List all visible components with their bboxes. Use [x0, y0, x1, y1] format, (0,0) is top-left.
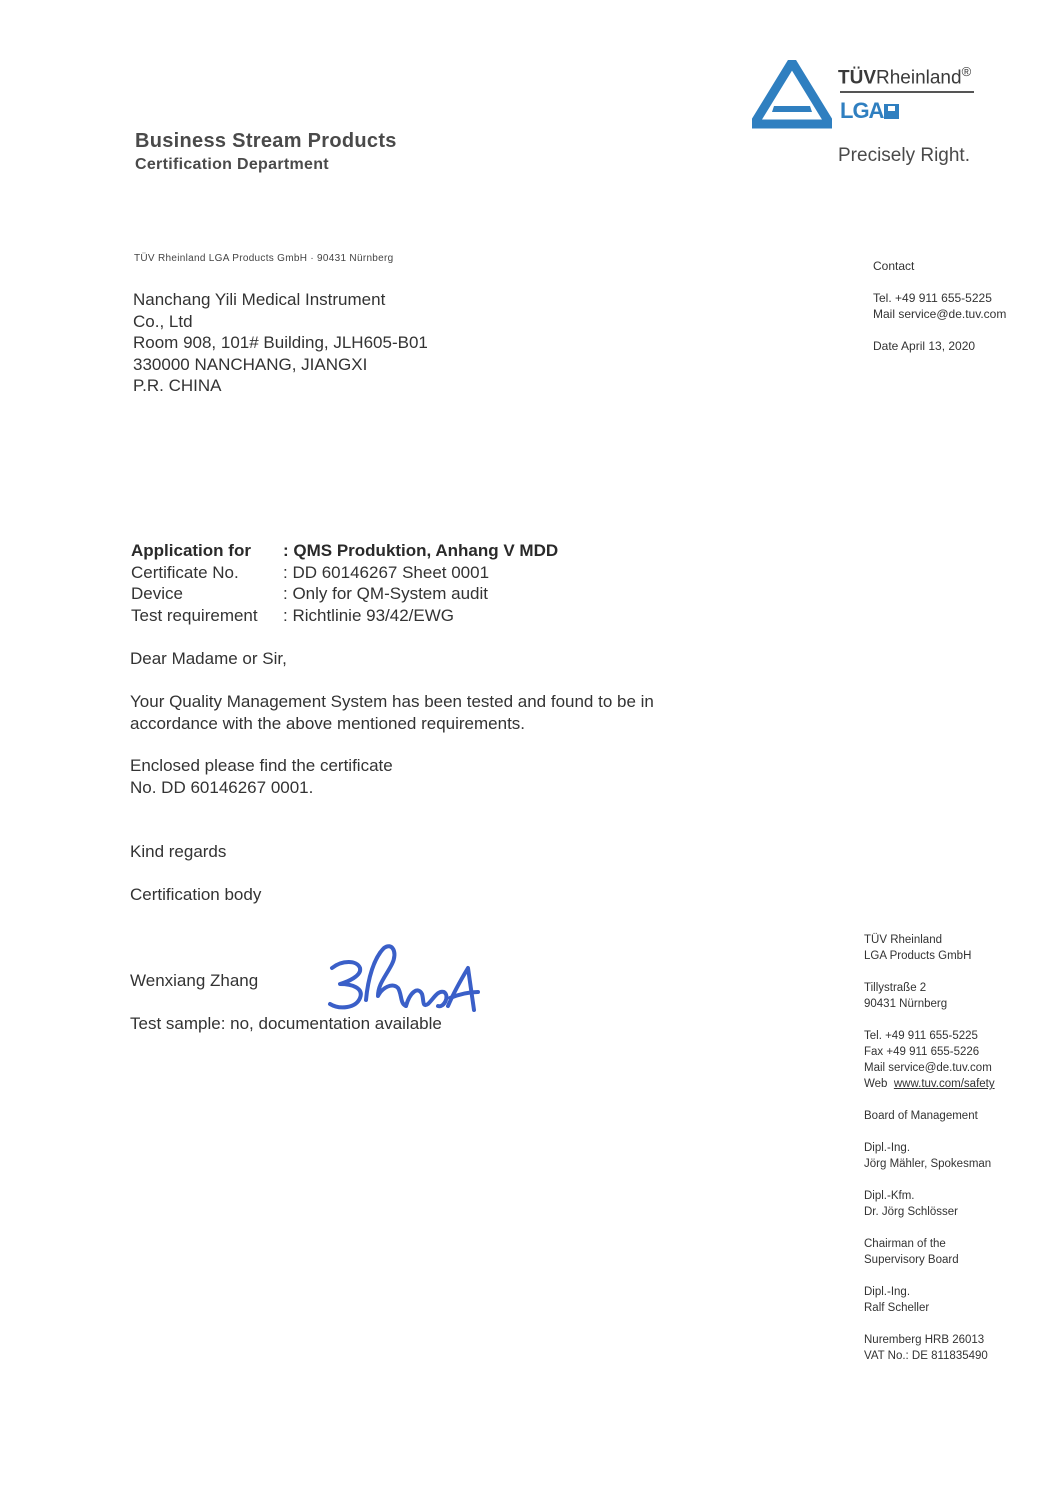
logo-brand	[838, 64, 971, 89]
application-value: : QMS Produktion, Anhang V MDD	[283, 541, 559, 560]
paragraph-2	[130, 755, 393, 798]
footer-fax: Fax +49 911 655-5226	[864, 1046, 980, 1058]
application-label: Application for	[131, 541, 251, 560]
application-row	[131, 562, 558, 584]
chairman-heading: Supervisory Board	[864, 1254, 959, 1266]
address-line: Co., Ltd	[133, 311, 193, 331]
certification-body: Certification body	[130, 885, 262, 904]
paragraph-line: accordance with the above mentioned requirements.	[130, 713, 526, 733]
address-line: Nanchang Yili Medical Instrument	[133, 290, 386, 309]
application-label: Certificate No.	[131, 562, 239, 582]
lga-box-icon	[884, 104, 899, 119]
address-line: P.R. CHINA	[133, 376, 222, 395]
contact-mail: Mail service@de.tuv.com	[873, 307, 1007, 321]
application-value: : Richtlinie 93/42/EWG	[283, 606, 455, 626]
board-member-title: Dipl.-Ing.	[864, 1142, 911, 1154]
chairman-heading: Chairman of the	[864, 1238, 946, 1250]
application-value: : Only for QM-System audit	[283, 584, 488, 604]
application-details	[131, 540, 558, 627]
logo-brand-prefix: TÜV	[838, 67, 876, 89]
application-row	[131, 540, 558, 562]
recipient-address	[133, 289, 428, 397]
chairman-title: Dipl.-Ing.	[864, 1286, 911, 1298]
application-row	[131, 605, 558, 627]
paragraph-1	[130, 691, 654, 734]
footer-company-line: TÜV Rheinland	[864, 934, 942, 946]
application-value: : DD 60146267 Sheet 0001	[283, 562, 490, 582]
footer-mail: Mail service@de.tuv.com	[864, 1062, 992, 1074]
tuv-triangle-icon	[752, 60, 832, 130]
department-title: Business Stream Products	[135, 130, 397, 152]
paragraph-line: Enclosed please find the certificate	[130, 756, 393, 775]
vat-number: VAT No.: DE 811835490	[864, 1350, 988, 1362]
signatory-name: Wenxiang Zhang	[130, 971, 259, 990]
test-sample-note: Test sample: no, documentation available	[130, 1014, 442, 1033]
application-label: Test requirement	[131, 606, 258, 626]
footer-web-label: Web	[864, 1078, 888, 1090]
logo-brand-suffix: Rheinland	[876, 67, 962, 89]
board-member-name: Dr. Jörg Schlösser	[864, 1206, 958, 1218]
address-line: Room 908, 101# Building, JLH605-B01	[133, 333, 428, 352]
footer-web-link[interactable]: www.tuv.com/safety	[893, 1078, 995, 1090]
contact-block	[873, 258, 1006, 354]
salutation: Dear Madame or Sir,	[130, 649, 287, 668]
board-member-name: Jörg Mähler, Spokesman	[864, 1158, 992, 1170]
footer-street: Tillystraße 2	[864, 982, 927, 994]
footer-city: 90431 Nürnberg	[864, 998, 948, 1010]
closing: Kind regards	[130, 842, 227, 861]
sender-line: TÜV Rheinland LGA Products GmbH · 90431 Nürnberg	[134, 253, 394, 264]
contact-tel: Tel. +49 911 655-5225	[873, 291, 992, 305]
application-label: Device	[131, 584, 183, 604]
logo-registered-mark: ®	[961, 64, 972, 79]
paragraph-line: Your Quality Management System has been tested and found to be in	[130, 692, 654, 711]
board-member-title: Dipl.-Kfm.	[864, 1190, 915, 1202]
logo-divider	[840, 91, 974, 93]
address-line: 330000 NANCHANG, JIANGXI	[133, 354, 368, 374]
logo-lga	[840, 98, 899, 124]
contact-heading: Contact	[873, 259, 915, 273]
footer-company-line: LGA Products GmbH	[864, 950, 972, 962]
department-subtitle: Certification Department	[135, 156, 329, 173]
logo-lga-text: LGA	[840, 98, 884, 123]
company-footer	[864, 932, 995, 1380]
chairman-name: Ralf Scheller	[864, 1302, 930, 1314]
footer-tel: Tel. +49 911 655-5225	[864, 1030, 978, 1042]
board-heading: Board of Management	[864, 1110, 978, 1122]
paragraph-line: No. DD 60146267 0001.	[130, 777, 314, 797]
register-number: Nuremberg HRB 26013	[864, 1334, 985, 1346]
letter-date: Date April 13, 2020	[873, 339, 976, 353]
application-row	[131, 583, 558, 605]
logo-tagline: Precisely Right.	[838, 145, 970, 166]
